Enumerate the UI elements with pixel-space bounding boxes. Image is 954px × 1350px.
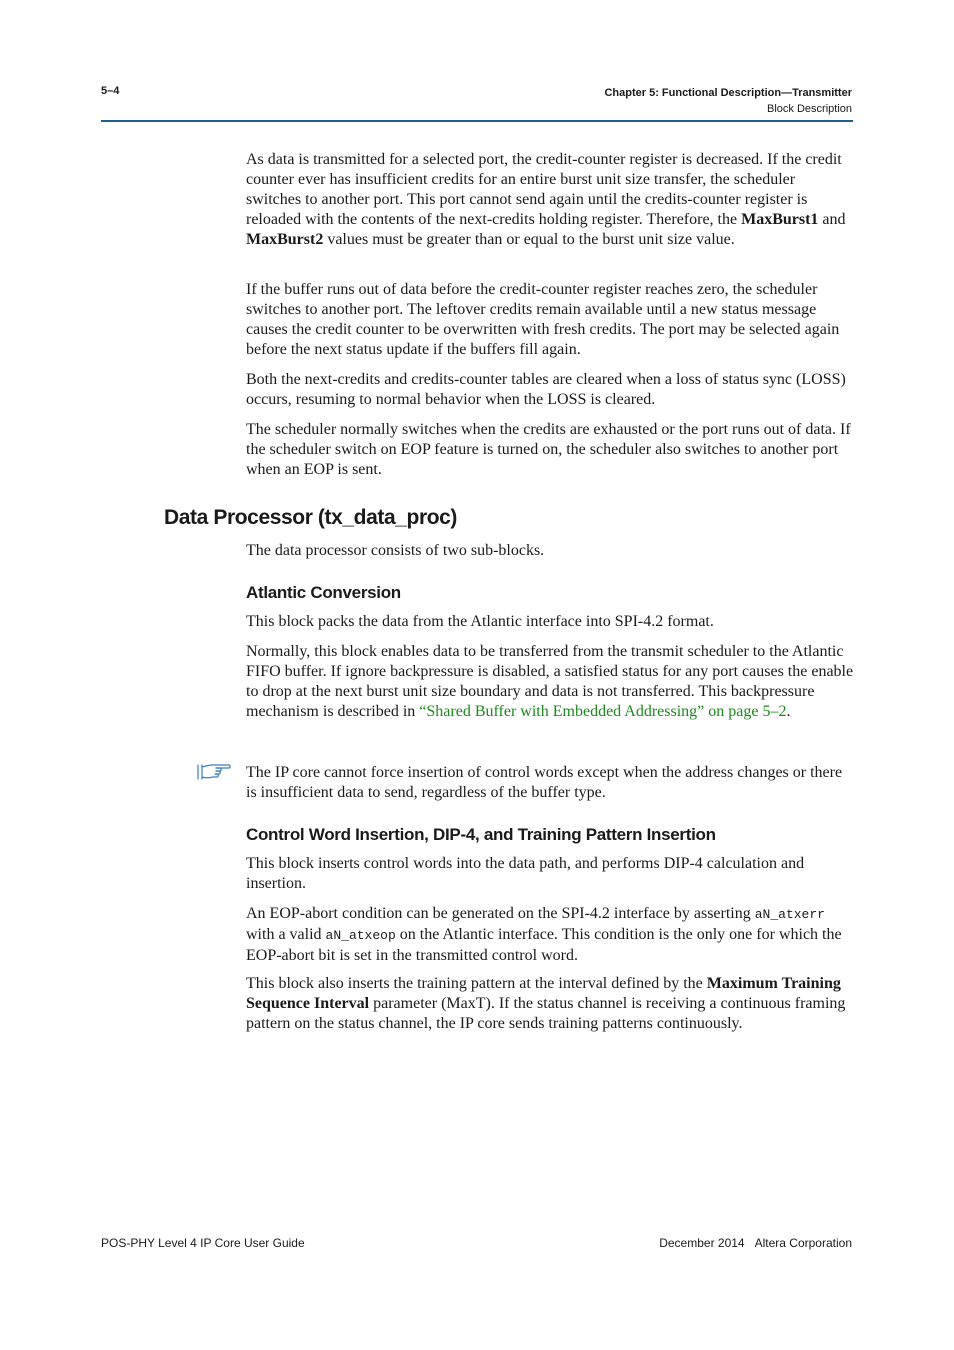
maxt-parameter-term: Maximum Training Sequence Interval xyxy=(246,975,841,1012)
text-run: values must be greater than or equal to the burst unit size value. xyxy=(323,231,735,248)
footer-date: December 2014 xyxy=(659,1236,745,1250)
text-run: on the Atlantic interface. This condition is the only one for which the EOP-abort bit is set in the transmitted control word. xyxy=(246,926,842,964)
footer-company: Altera Corporation xyxy=(754,1236,852,1250)
paragraph-text: This block inserts control words into the data path, and performs DIP-4 calculation and insertion. xyxy=(246,855,805,892)
text-run: An EOP-abort condition can be generated on the SPI-4.2 interface by asserting xyxy=(246,905,755,922)
data-processor-intro xyxy=(246,541,854,561)
footer-guide-title: POS-PHY Level 4 IP Core User Guide xyxy=(101,1236,305,1250)
atlantic-conversion-heading: Atlantic Conversion xyxy=(246,583,401,602)
header-rule xyxy=(101,120,853,122)
paragraph-text: If the buffer runs out of data before the credit-counter register reaches zero, the scheduler switches to another port. The leftover credits remain available until a new status message causes the credit counter to be overwritten with fresh credits. The port may be selected again before the next status update if the buffers fill again. xyxy=(246,281,840,358)
control-word-heading: Control Word Insertion, DIP-4, and Training Pattern Insertion xyxy=(246,825,716,844)
data-processor-heading: Data Processor (tx_data_proc) xyxy=(164,506,458,529)
text-run: and xyxy=(818,211,846,228)
text-run: Normally, this block enables data to be transferred from the transmit scheduler to the Atlantic FIFO buffer. If ignore backpressure is disabled, a satisfied status for any port causes the enable to drop at the next burst unit size boundary and data is not transferred. This backpressure mechanism is described in xyxy=(246,643,854,720)
maxburst2-term: MaxBurst2 xyxy=(246,231,324,248)
shared-buffer-link[interactable]: “Shared Buffer with Embedded Addressing” on page 5–2 xyxy=(419,703,787,720)
atlantic-paragraph-2 xyxy=(246,642,854,722)
eop-abort-paragraph xyxy=(246,904,854,966)
atlantic-paragraph-1 xyxy=(246,612,854,632)
footer-right xyxy=(659,1236,852,1250)
text-run: This block also inserts the training pattern at the interval defined by the xyxy=(246,975,707,992)
paragraph-text: The data processor consists of two sub-blocks. xyxy=(246,542,545,559)
buffer-runs-out-paragraph xyxy=(246,280,854,360)
signal-atxerr: aN_atxerr xyxy=(754,907,825,922)
text-run: . xyxy=(786,703,791,720)
credit-counter-paragraph xyxy=(246,150,854,250)
section-title: Block Description xyxy=(767,103,852,115)
note-paragraph xyxy=(246,763,854,803)
page-number: 5–4 xyxy=(101,85,120,97)
scheduler-switch-paragraph xyxy=(246,420,854,480)
paragraph-text: This block packs the data from the Atlantic interface into SPI-4.2 format. xyxy=(246,613,714,630)
note-text: The IP core cannot force insertion of control words except when the address changes or there is insufficient data to send, regardless of the buffer type. xyxy=(246,764,843,801)
training-pattern-paragraph xyxy=(246,974,854,1034)
signal-atxeop: aN_atxeop xyxy=(325,928,396,943)
maxburst1-term: MaxBurst1 xyxy=(741,211,819,228)
text-run: parameter (MaxT). If the status channel is receiving a continuous framing pattern on the status channel, the IP core sends training patterns continuously. xyxy=(246,995,846,1032)
running-header xyxy=(604,85,852,117)
paragraph-text: The scheduler normally switches when the credits are exhausted or the port runs out of data. If the scheduler switch on EOP feature is turned on, the scheduler also switches to another port when an EOP is sent. xyxy=(246,421,851,478)
control-word-paragraph-1 xyxy=(246,854,854,894)
chapter-title: Chapter 5: Functional Description—Transmitter xyxy=(604,87,852,99)
text-run: with a valid xyxy=(246,926,326,943)
pointing-hand-icon xyxy=(196,762,232,782)
text-run: As data is transmitted for a selected port, the credit-counter register is decreased. If the credit counter ever has insufficient credits for an entire burst unit size transfer, the scheduler switches to another port. This port cannot send again until the credits-counter register is reloaded with the contents of the next-credits holding register. Therefore, the xyxy=(246,151,842,228)
loss-sync-paragraph xyxy=(246,370,854,410)
paragraph-text: Both the next-credits and credits-counter tables are cleared when a loss of status sync (LOSS) occurs, resuming to normal behavior when the LOSS is cleared. xyxy=(246,371,846,408)
